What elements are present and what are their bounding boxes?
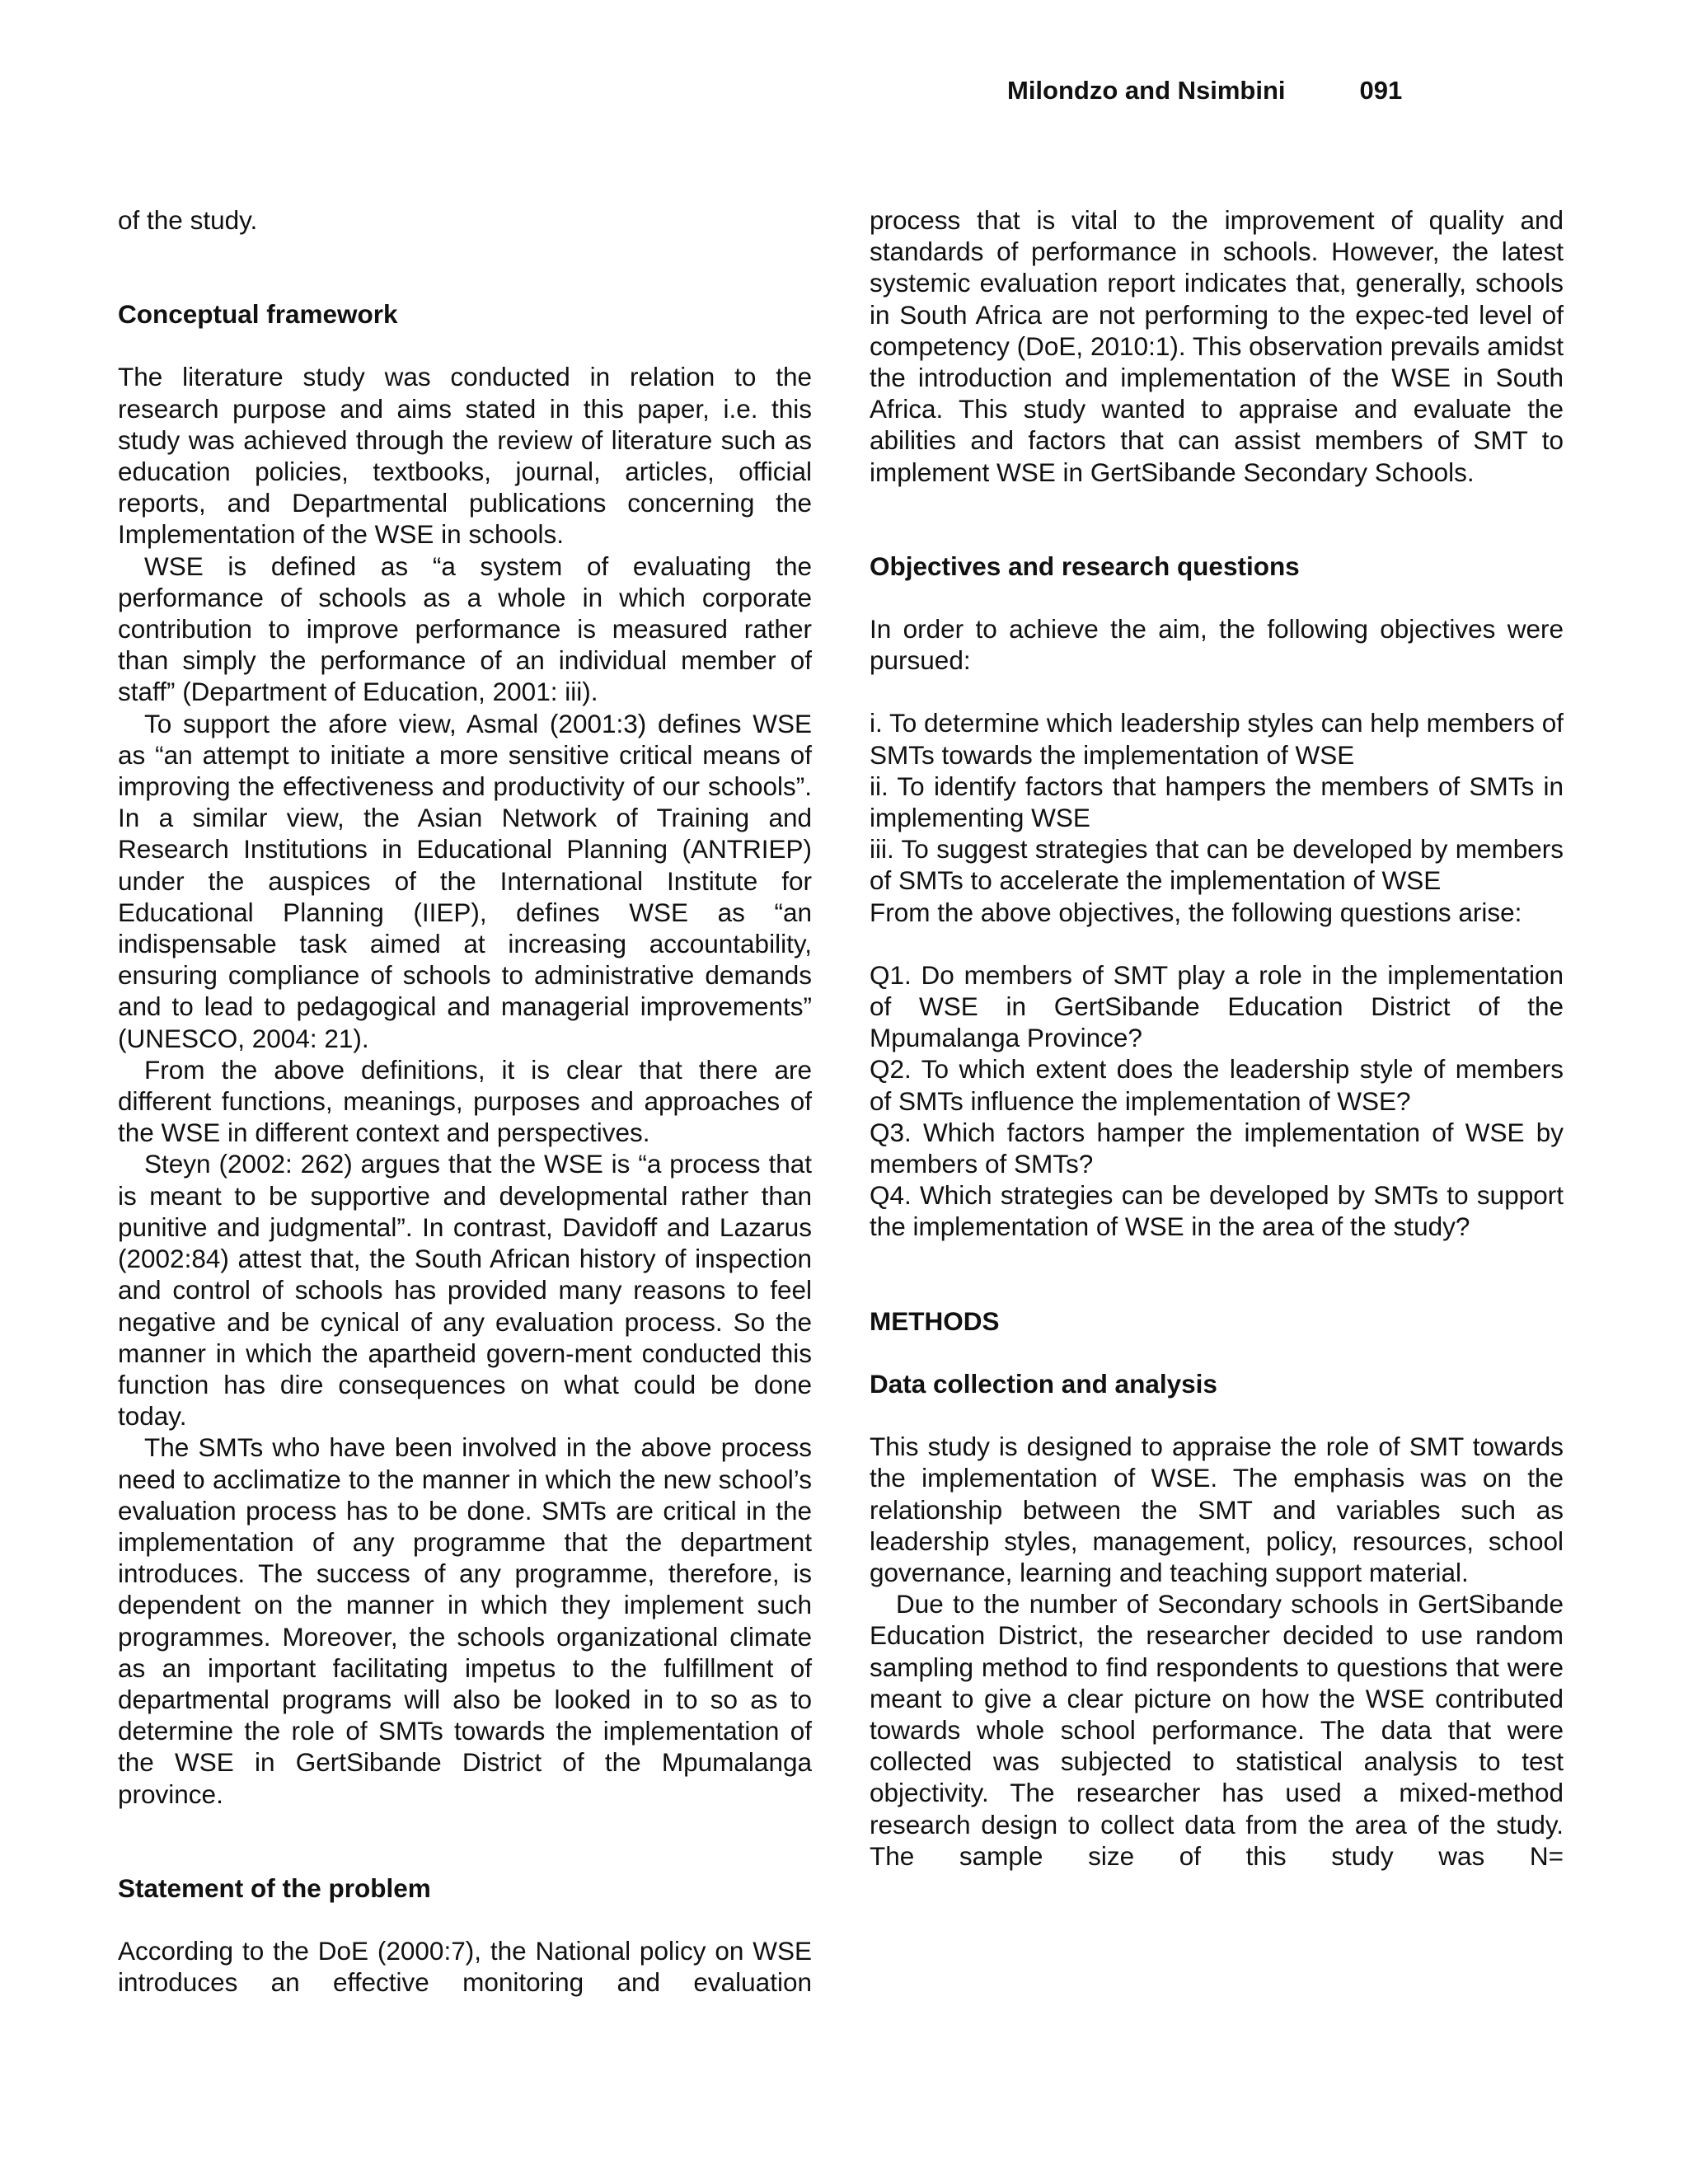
running-header xyxy=(1007,76,1402,105)
right-column xyxy=(870,204,1564,1872)
list-item: i. To determine which leadership styles can help members of SMTs towards the implementation of WSE xyxy=(870,708,1564,770)
paragraph: The literature study was conducted in relation to the research purpose and aims stated in this paper, i.e. this study was achieved through the review of literature such as education policies, textbooks, journal, articles, official reports, and Departmental publications concerning the Implementation of the WSE in schools. xyxy=(118,362,812,550)
paragraph: Steyn (2002: 262) argues that the WSE is “a process that is meant to be supportive and developmental rather than punitive and judgmental”. In contrast, Davidoff and Lazarus (2002:84) attest that, the South African history of inspection and control of schools has provided many reasons to feel negative and be cynical of any evaluation process. So the manner in which the apartheid govern-ment conducted this function has dire consequences on what could be done today. xyxy=(118,1149,812,1432)
list-item: Q1. Do members of SMT play a role in the implementation of WSE in GertSibande Education District of the Mpumalanga Province? xyxy=(870,959,1564,1053)
objectives-intro: In order to achieve the aim, the following objectives were pursued: xyxy=(870,614,1564,676)
paragraph: WSE is defined as “a system of evaluating the performance of schools as a whole in which corporate contribution to improve performance is measured rather than simply the performance of an individual member of staff” (Department of Education, 2001: iii). xyxy=(118,551,812,707)
heading-statement-of-problem: Statement of the problem xyxy=(118,1872,431,1903)
heading-methods: METHODS xyxy=(870,1305,1000,1336)
list-item: Q4. Which strategies can be developed by SMTs to support the implementation of WSE in the area of the study? xyxy=(870,1180,1564,1242)
questions-intro: From the above objectives, the following questions arise: xyxy=(870,897,1522,927)
heading-conceptual-framework: Conceptual framework xyxy=(118,299,398,330)
paragraph: This study is designed to appraise the role of SMT towards the implementation of WSE. The emphasis was on the relationship between the SMT and variables such as leadership styles, management, policy, resources, school governance, learning and teaching support material. xyxy=(870,1432,1564,1587)
list-item: Q2. To which extent does the leadership style of members of SMTs influence the implementation of WSE? xyxy=(870,1054,1564,1116)
list-item: ii. To identify factors that hampers the members of SMTs in implementing WSE xyxy=(870,771,1564,833)
intro-tail: of the study. xyxy=(118,205,258,235)
subheading-data-collection: Data collection and analysis xyxy=(870,1368,1217,1399)
header-authors: Milondzo and Nsimbini xyxy=(1007,76,1286,105)
paragraph: To support the afore view, Asmal (2001:3) defines WSE as “an attempt to initiate a more sensitive critical means of improving the effectiveness and productivity of our schools”. In a similar view, the Asian Network of Training and Research Institutions in Educational Planning (ANTRIEP) under the auspices of the International Institute for Educational Planning (IIEP), defines WSE as “an indispensable task aimed at increasing accountability, ensuring compliance of schools to administrative demands and to lead to pedagogical and managerial improvements” (UNESCO, 2004: 21). xyxy=(118,708,812,1053)
paragraph: process that is vital to the improvement of quality and standards of performance in schools. However, the latest systemic evaluation report indicates that, generally, schools in South Africa are not performing to the expec-ted level of competency (DoE, 2010:1). This observation prevails amidst the introduction and implementation of the WSE in South Africa. This study wanted to appraise and evaluate the abilities and factors that can assist members of SMT to implement WSE in GertSibande Secondary Schools. xyxy=(870,205,1564,487)
paragraph: According to the DoE (2000:7), the National policy on WSE introduces an effective monitoring and evaluation xyxy=(118,1935,812,1998)
page-number: 091 xyxy=(1359,76,1403,105)
paragraph: The SMTs who have been involved in the above process need to acclimatize to the manner in which the new school’s evaluation process has to be done. SMTs are critical in the implementation of any programme that the department introduces. The success of any programme, therefore, is dependent on the manner in which they implement such programmes. Moreover, the schools organizational climate as an important facilitating impetus to the fulfillment of departmental programs will also be looked in to so as to determine the role of SMTs towards the implementation of the WSE in GertSibande District of the Mpumalanga province. xyxy=(118,1432,812,1809)
questions-list xyxy=(870,959,1564,1243)
left-column xyxy=(118,204,812,1998)
list-item: iii. To suggest strategies that can be developed by members of SMTs to accelerate the implementation of WSE xyxy=(870,834,1564,896)
paragraph: Due to the number of Secondary schools in GertSibande Education District, the researcher decided to use random sampling method to find respondents to questions that were meant to give a clear picture on how the WSE contributed towards whole school performance. The data that were collected was subjected to statistical analysis to test objectivity. The researcher has used a mixed-method research design to collect data from the area of the study. The sample size of this study was N= xyxy=(870,1589,1564,1871)
list-item: Q3. Which factors hamper the implementation of WSE by members of SMTs? xyxy=(870,1117,1564,1179)
objectives-list xyxy=(870,707,1564,896)
heading-objectives: Objectives and research questions xyxy=(870,551,1300,581)
paragraph: From the above definitions, it is clear that there are different functions, meanings, purposes and approaches of the WSE in different context and perspectives. xyxy=(118,1054,812,1148)
